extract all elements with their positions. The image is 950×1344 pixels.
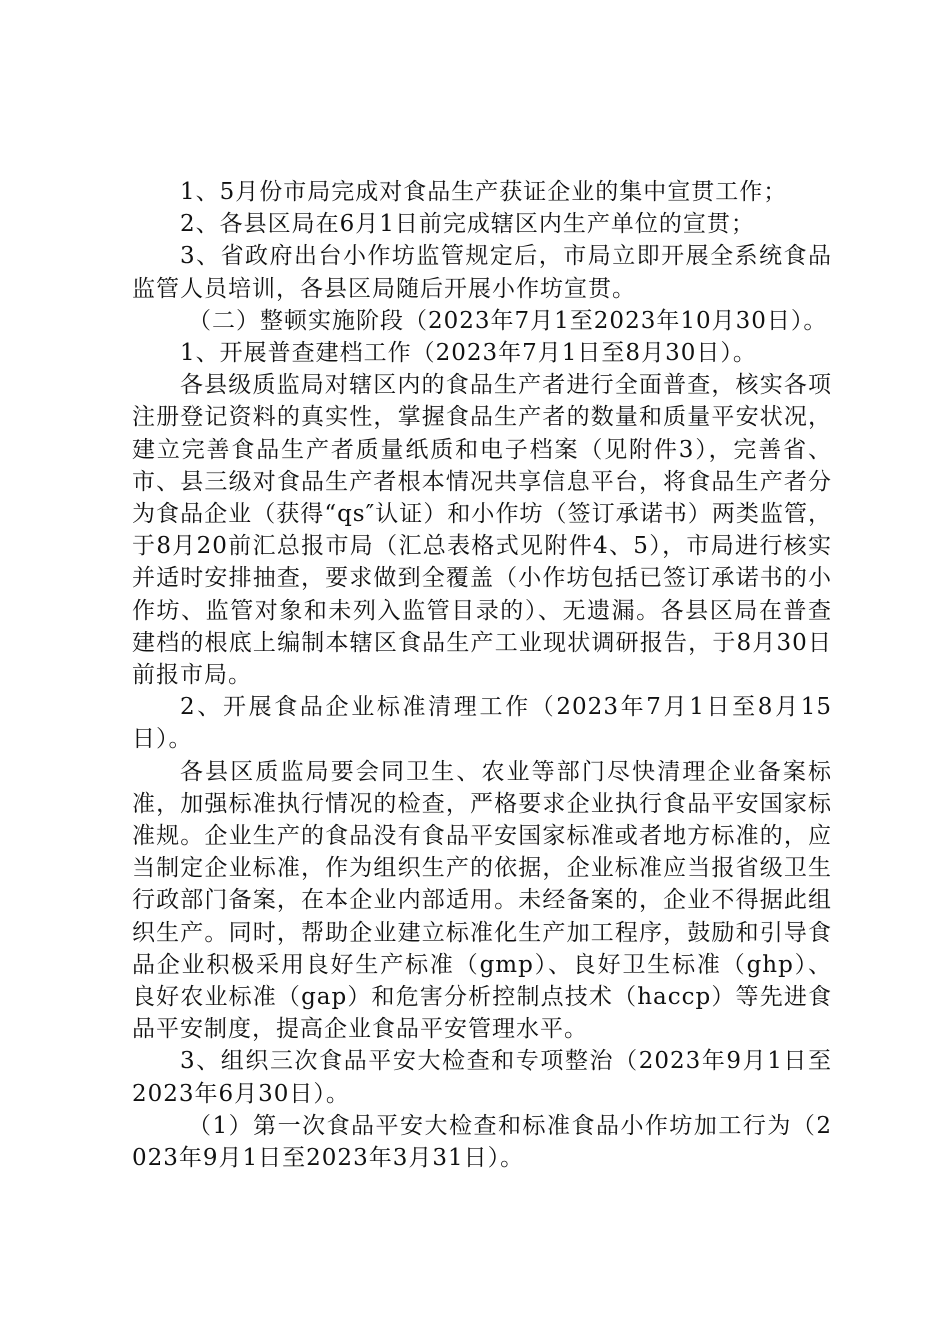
paragraph-item-first-inspection: （1）第一次食品平安大检查和标准食品小作坊加工行为（2023年9月1日至2023年3月31日）。 xyxy=(132,1112,832,1172)
paragraph-item-2: 2、各县区局在6月1日前完成辖区内生产单位的宣贯； xyxy=(180,211,755,238)
paragraph-item-1: 1、5月份市局完成对食品生产获证企业的集中宣贯工作； xyxy=(180,179,788,205)
paragraph-standards-body: 各县区质监局要会同卫生、农业等部门尽快清理企业备案标准，加强标准执行情况的检查，严格要求企业执行食品平安国家标准规。企业生产的食品没有食品平安国家标准或者地方标准的，应当制定企业标准，作为组织生产的依据，企业标准应当报省级卫生行政部门备案，在本企业内部适用。未经备案的，企业不得据此组织生产。同时，帮助企业建立标准化生产加工程序，鼓励和引导食品企业积极采用良好生产标准（gmp）、良好卫生标准（ghp）、良好农业标准（gap）和危害分析控制点技术（haccp）等先进食品平安制度，提高企业食品平安管理水平。 xyxy=(132,758,832,1043)
paragraph-item-census: 1、开展普查建档工作（2023年7月1日至8月30日）。 xyxy=(180,340,757,367)
document-body xyxy=(132,176,832,1174)
paragraph-census-body: 各县级质监局对辖区内的食品生产者进行全面普查，核实各项注册登记资料的真实性，掌握食品生产者的数量和质量平安状况，建立完善食品生产者质量纸质和电子档案（见附件3），完善省、市、县三级对食品生产者根本情况共享信息平台，将食品生产者分为食品企业（获得“qs″认证）和小作坊（签订承诺书）两类监管，于8月20前汇总报市局（汇总表格式见附件4、5），市局进行核实并适时安排抽查，要求做到全覆盖（小作坊包括已签订承诺书的小作坊、监管对象和未列入监管目录的）、无遗漏。各县区局在普查建档的根底上编制本辖区食品生产工业现状调研报告，于8月30日前报市局。 xyxy=(132,372,832,689)
paragraph-item-standards: 2、开展食品企业标准清理工作（2023年7月1日至8月15日）。 xyxy=(132,694,832,753)
paragraph-item-3: 3、省政府出台小作坊监管规定后，市局立即开展全系统食品监管人员培训，各县区局随后开展小作坊宣贯。 xyxy=(132,243,832,302)
section-heading-implementation: （二）整顿实施阶段（2023年7月1至2023年10月30日）。 xyxy=(188,307,828,334)
paragraph-item-inspections: 3、组织三次食品平安大检查和专项整治（2023年9月1日至2023年6月30日）。 xyxy=(132,1048,832,1107)
